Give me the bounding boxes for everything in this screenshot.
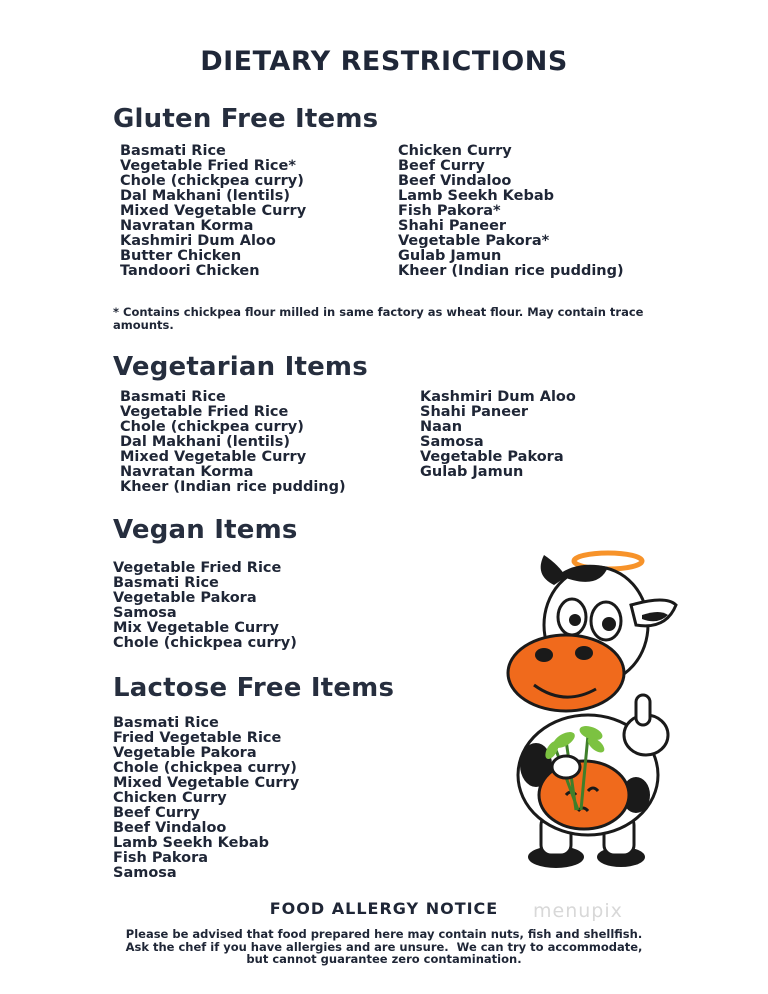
list-item: Vegetable Pakora (113, 590, 257, 606)
list-item: Chicken Curry (113, 790, 227, 806)
list-item: Gulab Jamun (420, 464, 524, 480)
gluten-free-heading: Gluten Free Items (113, 104, 379, 134)
list-item: Basmati Rice (113, 575, 219, 591)
list-item: Dal Makhani (lentils) (120, 188, 291, 204)
gluten-free-footnote: * Contains chickpea flour milled in same factory as wheat flour. May contain trace amounts. (113, 305, 644, 332)
gluten-free-list-col2 (398, 144, 624, 279)
list-item: Naan (420, 419, 463, 435)
vegetarian-list-col2 (420, 390, 576, 480)
list-item: Basmati Rice (120, 143, 226, 159)
vegan-heading: Vegan Items (113, 515, 298, 545)
list-item: Lamb Seekh Kebab (398, 188, 555, 204)
list-item: Kashmiri Dum Aloo (120, 233, 276, 249)
list-item: Mixed Vegetable Curry (120, 449, 307, 465)
notice-line-2: Ask the chef if you have allergies and are unsure. We can try to accommodate, (125, 939, 643, 954)
list-item: Shahi Paneer (420, 404, 529, 420)
gluten-free-list-col1 (120, 144, 306, 279)
list-item: Vegetable Pakora (113, 745, 257, 761)
list-item: Beef Vindaloo (398, 173, 512, 189)
vegetarian-heading: Vegetarian Items (113, 352, 368, 382)
list-item: Navratan Korma (120, 218, 254, 234)
list-item: Vegetable Pakora* (398, 233, 550, 249)
list-item: Beef Vindaloo (113, 820, 227, 836)
list-item: Fish Pakora* (398, 203, 501, 219)
list-item: Kheer (Indian rice pudding) (398, 263, 624, 279)
list-item: Vegetable Fried Rice (113, 560, 282, 576)
list-item: Mixed Vegetable Curry (113, 775, 300, 791)
list-item: Samosa (420, 434, 484, 450)
list-item: Chole (chickpea curry) (113, 635, 297, 651)
list-item: Chicken Curry (398, 143, 512, 159)
list-item: Navratan Korma (120, 464, 254, 480)
notice-line-3: but cannot guarantee zero contamination. (246, 952, 522, 966)
list-item: Vegetable Pakora (420, 449, 564, 465)
list-item: Kheer (Indian rice pudding) (120, 479, 346, 495)
menupix-watermark: menupix (533, 900, 623, 922)
list-item: Vegetable Fried Rice (120, 404, 289, 420)
list-item: Lamb Seekh Kebab (113, 835, 270, 851)
list-item: Beef Curry (398, 158, 485, 174)
list-item: Vegetable Fried Rice* (120, 158, 296, 174)
list-item: Basmati Rice (113, 715, 219, 731)
cow-mascot-icon (496, 545, 686, 875)
lactose-free-heading: Lactose Free Items (113, 673, 395, 703)
list-item: Chole (chickpea curry) (120, 419, 304, 435)
vegetarian-list-col1 (120, 390, 346, 495)
food-allergy-notice-text (100, 928, 668, 966)
list-item: Basmati Rice (120, 389, 226, 405)
lactose-free-list (113, 716, 299, 881)
list-item: Mix Vegetable Curry (113, 620, 279, 636)
list-item: Samosa (113, 605, 177, 621)
list-item: Tandoori Chicken (120, 263, 260, 279)
list-item: Dal Makhani (lentils) (120, 434, 291, 450)
list-item: Chole (chickpea curry) (113, 760, 297, 776)
list-item: Samosa (113, 865, 177, 881)
food-allergy-notice-heading: FOOD ALLERGY NOTICE (269, 899, 499, 918)
notice-line-1: Please be advised that food prepared here may contain nuts, fish and shellfish. (125, 927, 643, 941)
list-item: Fried Vegetable Rice (113, 730, 282, 746)
list-item: Shahi Paneer (398, 218, 507, 234)
list-item: Chole (chickpea curry) (120, 173, 304, 189)
list-item: Kashmiri Dum Aloo (420, 389, 576, 405)
list-item: Mixed Vegetable Curry (120, 203, 307, 219)
vegan-list (113, 561, 297, 651)
page-title: DIETARY RESTRICTIONS (200, 46, 568, 77)
list-item: Beef Curry (113, 805, 200, 821)
list-item: Gulab Jamun (398, 248, 502, 264)
list-item: Fish Pakora (113, 850, 209, 866)
list-item: Butter Chicken (120, 248, 242, 264)
